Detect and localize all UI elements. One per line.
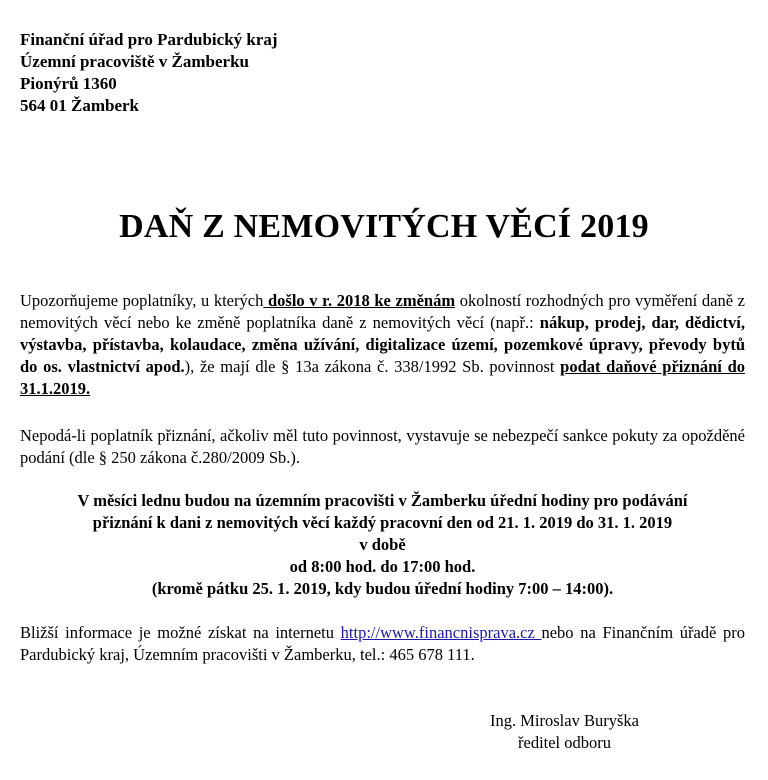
document-title: DAŇ Z NEMOVITÝCH VĚCÍ 2019: [119, 208, 649, 245]
address-line-street: Pionýrů 1360: [20, 74, 117, 93]
p1-examples: nákup, prodej, dar, dědictví, výstavba, přístavba, kolaudace, změna užívání, digitalizace území, pozemkové úpravy, převody bytů do os. vlastnictví apod.: [20, 313, 745, 376]
p1-deadline-emphasis: podat daňové přiznání do 31.1.2019.: [20, 357, 746, 398]
financnisprava-link[interactable]: http://www.financnisprava.cz: [340, 623, 542, 642]
notice-line-4: od 8:00 hod. do 17:00 hod.: [289, 557, 476, 576]
notice-line-2: přiznání k dani z nemovitých věcí každý pracovní den od 21. 1. 2019 do 31. 1. 2019: [92, 513, 673, 532]
signature-block: [490, 710, 639, 754]
paragraph-obligation: [20, 290, 745, 400]
office-address: [20, 29, 278, 117]
p4-text-1: Bližší informace je možné získat na internetu: [20, 623, 341, 642]
p1-text-1: Upozorňujeme poplatníky, u kterých: [20, 291, 264, 310]
p1-changes-emphasis: došlo v r. 2018 ke změnám: [263, 291, 456, 310]
paragraph-sanction: Nepodá-li poplatník přiznání, ačkoliv měl tuto povinnost, vystavuje se nebezpečí sankce pokuty za opožděné podání (dle § 250 zákona č.280/2009 Sb.).: [20, 426, 745, 467]
notice-line-1: V měsíci lednu budou na územním pracovišti v Žamberku úřední hodiny pro podávání: [77, 491, 688, 510]
address-line-branch: Územní pracoviště v Žamberku: [20, 52, 250, 71]
office-hours-notice: [20, 490, 745, 600]
p1-text-3: ), že mají dle § 13a zákona č. 338/1992 Sb. povinnost: [184, 357, 561, 376]
address-line-city: 564 01 Žamberk: [20, 96, 139, 115]
signature-name: Ing. Miroslav Buryška: [490, 711, 639, 730]
p1-text-2: okolností rozhodných pro vyměření daně z nemovitých věcí nebo ke změně poplatníka daně z nemovitých věcí (např.:: [20, 291, 746, 332]
signature-role: ředitel odboru: [518, 733, 612, 752]
address-line-office: Finanční úřad pro Pardubický kraj: [20, 30, 278, 49]
paragraph-contact: [20, 622, 745, 666]
p4-text-2: nebo na Finančním úřadě pro Pardubický kraj, Územním pracovišti v Žamberku, tel.: 465 678 111.: [20, 623, 746, 664]
notice-line-3: v době: [359, 535, 406, 554]
notice-line-5: (kromě pátku 25. 1. 2019, kdy budou úřední hodiny 7:00 – 14:00).: [151, 579, 614, 598]
